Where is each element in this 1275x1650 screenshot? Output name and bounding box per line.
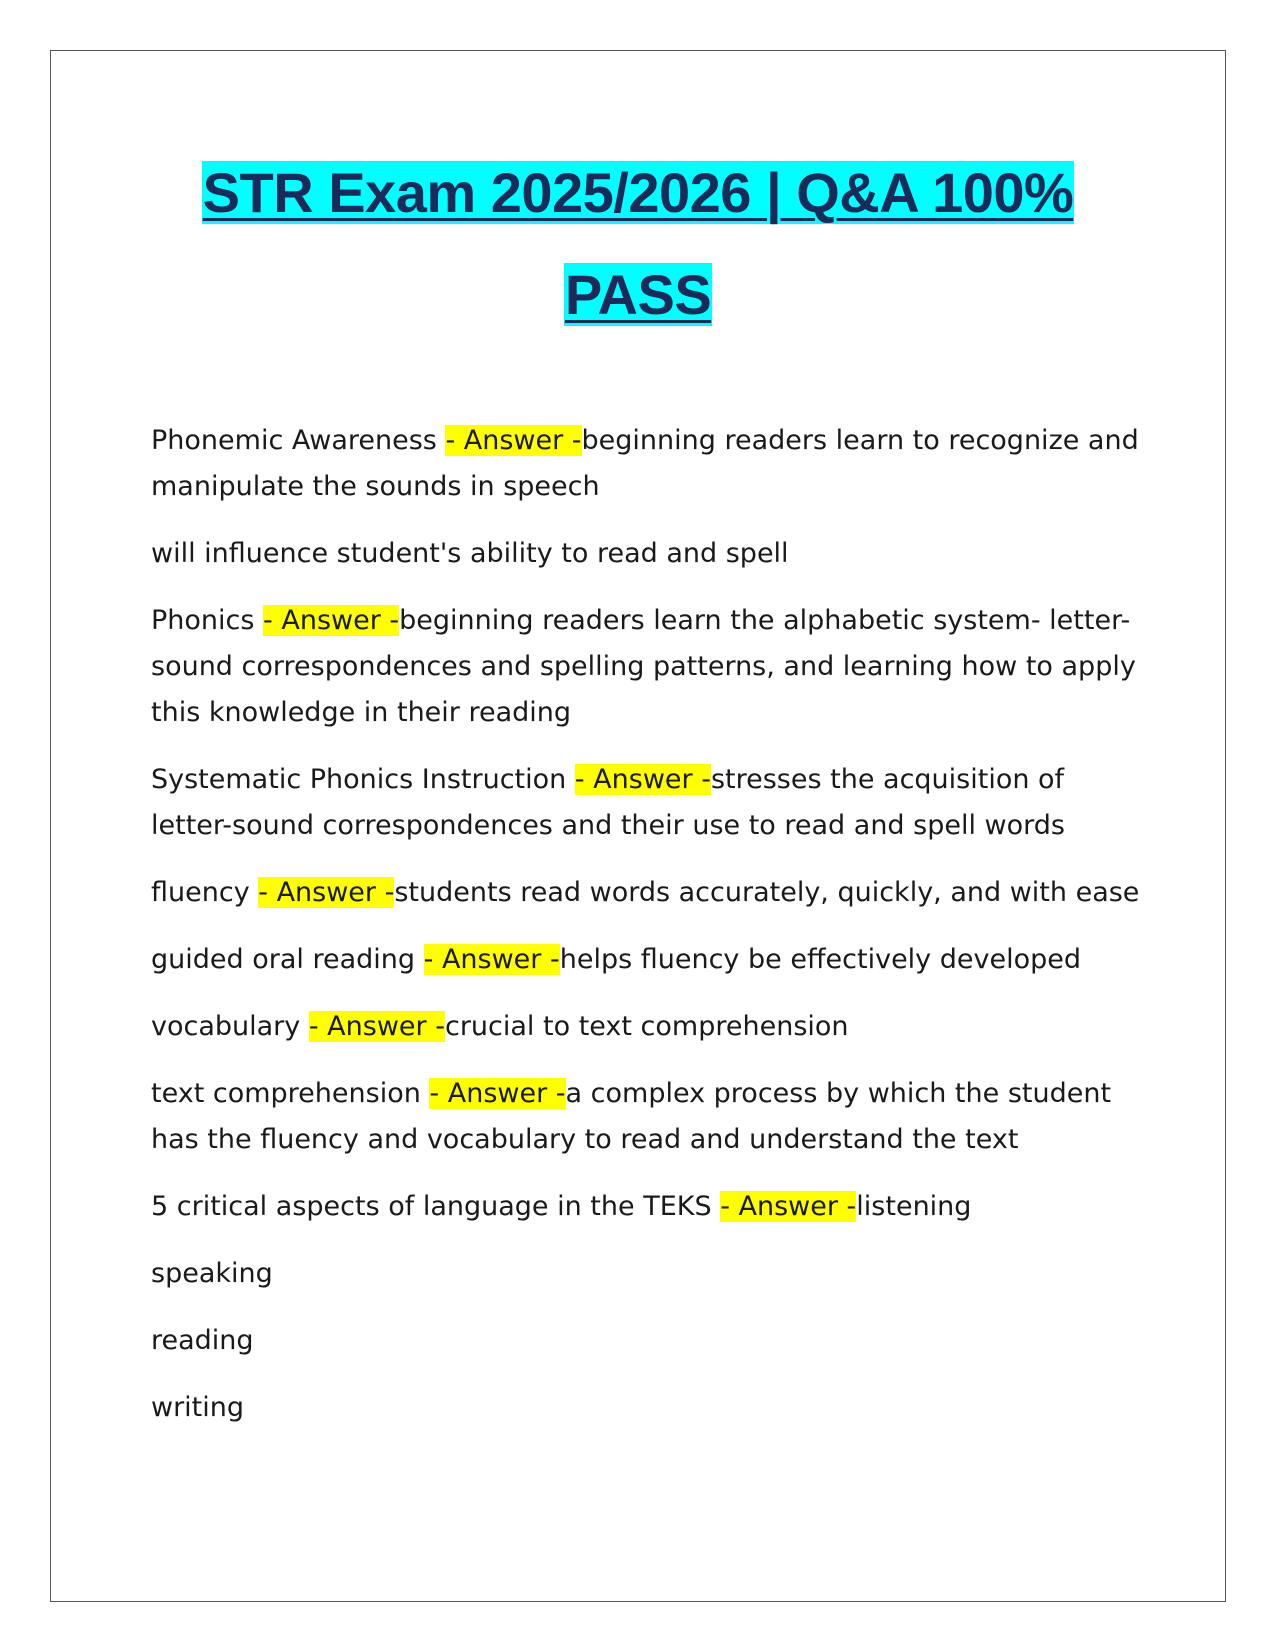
term: Phonics bbox=[151, 605, 264, 636]
answer-marker: - Answer - bbox=[308, 1011, 445, 1042]
list-item-text: reading bbox=[151, 1325, 254, 1356]
term: 5 critical aspects of language in the TEKS bbox=[151, 1191, 721, 1222]
term: Phonemic Awareness bbox=[151, 425, 446, 456]
term: vocabulary bbox=[151, 1011, 309, 1042]
term: fluency bbox=[151, 877, 259, 908]
qa-list-item bbox=[151, 1251, 1141, 1297]
qa-entry-phonemic-awareness bbox=[151, 418, 1141, 510]
document-title bbox=[50, 142, 1226, 346]
qa-entry-vocabulary bbox=[151, 1004, 1141, 1050]
definition: beginning readers learn to recognize and manipulate the sounds in speech bbox=[151, 425, 1139, 502]
definition: listening bbox=[856, 1191, 972, 1222]
answer-marker: - Answer - bbox=[429, 1078, 566, 1109]
definition: beginning readers learn the alphabetic system- letter-sound correspondences and spelling patterns, and learning how to apply this knowledge in their reading bbox=[151, 605, 1136, 728]
answer-marker: - Answer - bbox=[574, 764, 711, 795]
definition: students read words accurately, quickly, and with ease bbox=[394, 877, 1140, 908]
list-item-text: speaking bbox=[151, 1258, 273, 1289]
title-line-2: PASS bbox=[564, 263, 712, 326]
qa-list-item bbox=[151, 1318, 1141, 1364]
qa-content bbox=[151, 418, 1141, 1452]
term: guided oral reading bbox=[151, 944, 424, 975]
definition: stresses the acquisition of letter-sound correspondences and their use to read and spell words bbox=[151, 764, 1065, 841]
answer-marker: - Answer - bbox=[445, 425, 582, 456]
qa-continuation bbox=[151, 531, 1141, 577]
term: Systematic Phonics Instruction bbox=[151, 764, 575, 795]
definition: a complex process by which the student has the fluency and vocabulary to read and understand the text bbox=[151, 1078, 1112, 1155]
qa-list-item bbox=[151, 1385, 1141, 1431]
qa-entry-fluency bbox=[151, 870, 1141, 916]
answer-marker: - Answer - bbox=[258, 877, 395, 908]
list-item-text: writing bbox=[151, 1392, 245, 1423]
qa-entry-systematic-phonics bbox=[151, 757, 1141, 849]
qa-entry-phonics bbox=[151, 598, 1141, 736]
answer-marker: - Answer - bbox=[720, 1191, 857, 1222]
qa-entry-guided-oral-reading bbox=[151, 937, 1141, 983]
qa-entry-teks-aspects bbox=[151, 1184, 1141, 1230]
title-line-1: STR Exam 2025/2026 | Q&A 100% bbox=[202, 161, 1074, 224]
answer-marker: - Answer - bbox=[263, 605, 400, 636]
answer-marker: - Answer - bbox=[423, 944, 560, 975]
qa-entry-text-comprehension bbox=[151, 1071, 1141, 1163]
definition: crucial to text comprehension bbox=[444, 1011, 849, 1042]
continuation-text: will influence student's ability to read and spell bbox=[151, 538, 789, 569]
definition: helps fluency be effectively developed bbox=[559, 944, 1081, 975]
term: text comprehension bbox=[151, 1078, 430, 1109]
